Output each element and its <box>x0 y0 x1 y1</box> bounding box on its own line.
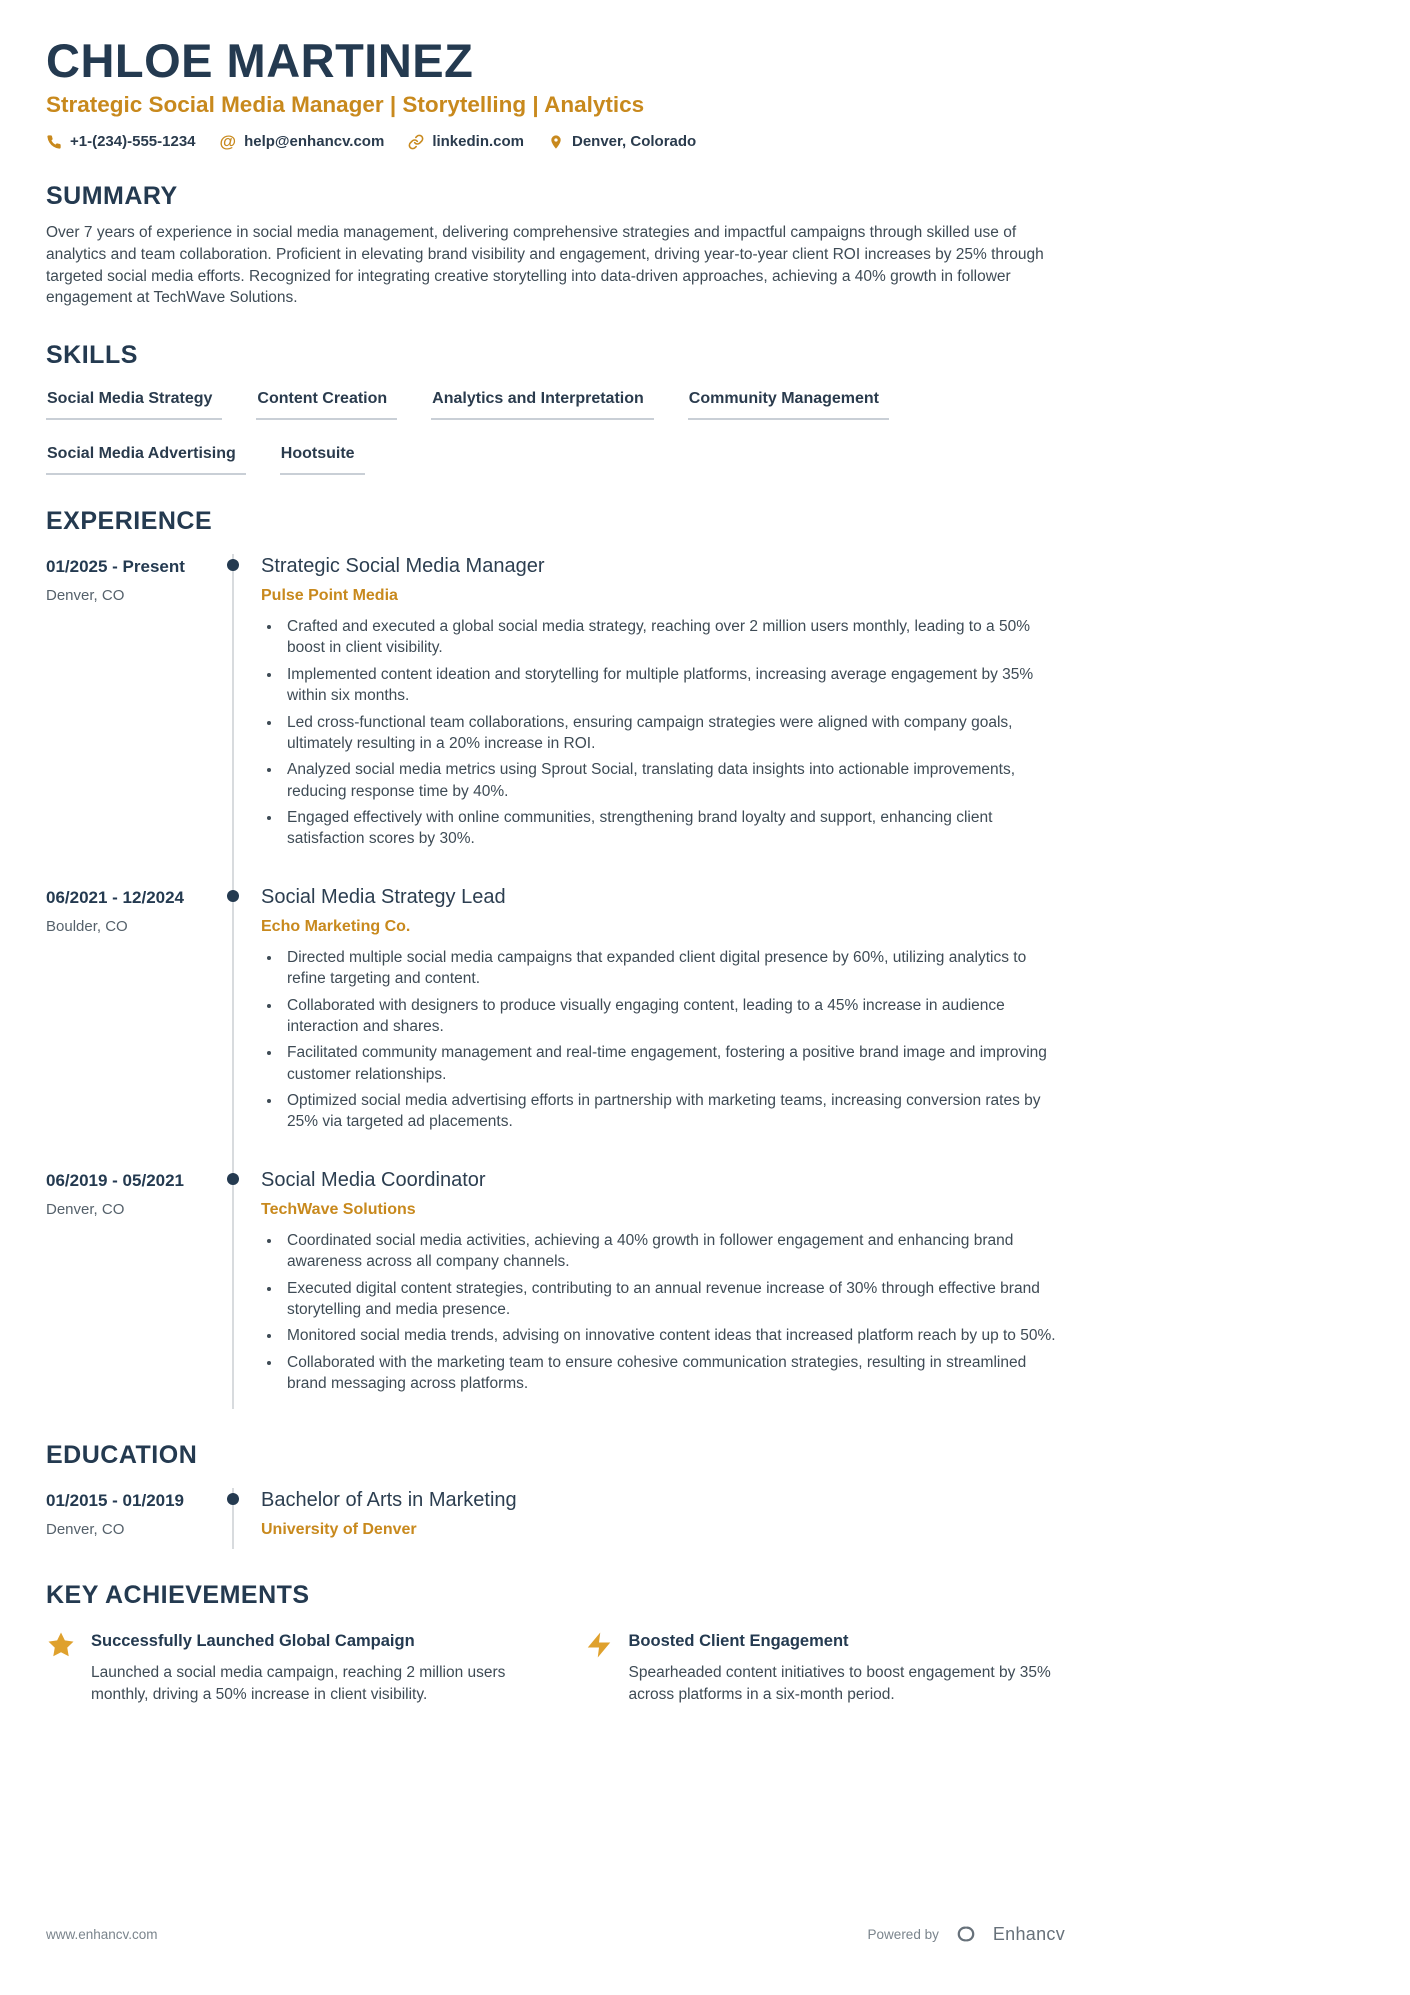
bullet-item: • Facilitated community management and real-time engagement, fostering a positive brand image and improving customer relationships. <box>282 1042 1065 1085</box>
phone-contact[interactable] <box>46 133 196 150</box>
achievement-text: Launched a social media campaign, reaching 2 million users monthly, driving a 50% increase in client visibility. <box>91 1664 506 1704</box>
experience-section <box>46 507 1065 1409</box>
skills-section <box>46 341 1065 475</box>
entry-location: Denver, CO <box>46 587 125 605</box>
bullet-item: • Analyzed social media metrics using Sprout Social, translating data insights into actionable improvements, reducing response time by 40%. <box>282 759 1065 802</box>
timeline-dot <box>227 1493 239 1505</box>
bullet-item: • Collaborated with designers to produce visually engaging content, leading to a 45% increase in audience interaction and shares. <box>282 995 1065 1038</box>
achievements-section <box>46 1581 1065 1705</box>
job-title: Strategic Social Media Manager | Storytelling | Analytics <box>46 92 645 118</box>
entry-dates: 06/2021 - 12/2024 <box>46 887 185 907</box>
star-icon <box>46 1630 76 1660</box>
entry-company: Pulse Point Media <box>261 587 398 605</box>
location-contact <box>548 133 696 150</box>
education-entry <box>46 1488 1065 1549</box>
achievement-text: Spearheaded content initiatives to boost engagement by 35% across platforms in a six-month period. <box>628 1664 1051 1704</box>
entry-title: Social Media Coordinator <box>261 1168 486 1191</box>
link-icon <box>408 134 424 150</box>
achievements-grid <box>46 1632 1065 1705</box>
bullet-item: • Engaged effectively with online communities, strengthening brand loyalty and support, enhancing client satisfaction scores by 30%. <box>282 807 1065 850</box>
bullet-item: • Collaborated with the marketing team to ensure cohesive communication strategies, resulting in streamlined brand messaging across platforms. <box>282 1352 1065 1395</box>
entry-bullets <box>261 947 1065 1133</box>
achievements-heading: KEY ACHIEVEMENTS <box>46 1581 310 1610</box>
email-contact[interactable] <box>220 133 385 150</box>
powered-by-group[interactable] <box>868 1923 1065 1945</box>
experience-entry <box>46 1168 1065 1410</box>
skill-item: Community Management <box>688 390 889 420</box>
bullet-item: • Executed digital content strategies, contributing to an annual revenue increase of 30% through effective brand storytelling and media presence. <box>282 1278 1065 1321</box>
entry-company: Echo Marketing Co. <box>261 917 411 935</box>
bullet-item: • Monitored social media trends, advising on innovative content ideas that increased platform reach by up to 50%. <box>282 1325 1065 1346</box>
footer-site-link[interactable]: www.enhancv.com <box>46 1926 158 1942</box>
email-address: help@enhancv.com <box>244 133 385 151</box>
entry-bullets <box>261 1230 1065 1395</box>
education-section <box>46 1441 1065 1549</box>
achievement-title: Successfully Launched Global Campaign <box>91 1632 415 1651</box>
timeline-dot <box>227 559 239 571</box>
phone-number: +1-(234)-555-1234 <box>70 133 196 151</box>
bullet-item: • Crafted and executed a global social media strategy, reaching over 2 million users monthly, leading to a 50% boost in client visibility. <box>282 616 1065 659</box>
achievement-title: Boosted Client Engagement <box>628 1632 849 1651</box>
timeline-dot <box>227 1173 239 1185</box>
entry-dates: 06/2019 - 05/2021 <box>46 1170 185 1190</box>
powered-by-label: Powered by <box>867 1926 939 1942</box>
lightning-icon <box>584 1630 614 1660</box>
skills-list <box>46 390 1065 475</box>
education-heading: EDUCATION <box>46 1441 198 1470</box>
location-text: Denver, Colorado <box>572 133 697 151</box>
brand-name: Enhancv <box>992 1923 1065 1944</box>
linkedin-url: linkedin.com <box>432 133 524 151</box>
summary-heading: SUMMARY <box>46 182 178 211</box>
skill-item: Hootsuite <box>280 445 365 475</box>
bullet-item: • Optimized social media advertising efforts in partnership with marketing teams, increasing conversion rates by 25% via targeted ad placements. <box>282 1090 1065 1133</box>
summary-text: Over 7 years of experience in social media management, delivering comprehensive strategies and impactful campaigns through skilled use of analytics and team collaboration. Proficient in elevating brand visibility and engagement, driving year-to-year client ROI increases by 25% through targeted social media efforts. Recognized for integrating creative storytelling into data-driven approaches, achieving a 40% growth in follower engagement at TechWave Solutions. <box>46 224 1044 307</box>
skill-item: Social Media Advertising <box>46 445 246 475</box>
linkedin-contact[interactable] <box>408 133 524 150</box>
degree-title: Bachelor of Arts in Marketing <box>261 1489 517 1512</box>
entry-title: Social Media Strategy Lead <box>261 885 506 908</box>
entry-dates: 01/2015 - 01/2019 <box>46 1491 185 1511</box>
timeline-dot <box>227 890 239 902</box>
experience-entry <box>46 885 1065 1168</box>
entry-title: Strategic Social Media Manager <box>261 555 545 578</box>
summary-section <box>46 182 1065 309</box>
achievement-item <box>584 1632 1066 1705</box>
experience-entry <box>46 554 1065 885</box>
resume-header <box>46 36 1065 150</box>
entry-location: Denver, CO <box>46 1200 125 1218</box>
skills-heading: SKILLS <box>46 341 138 370</box>
entry-location: Denver, CO <box>46 1521 125 1539</box>
bullet-item: • Implemented content ideation and storytelling for multiple platforms, increasing average engagement by 35% within six months. <box>282 664 1065 707</box>
bullet-item: • Led cross-functional team collaborations, ensuring campaign strategies were aligned with company goals, ultimately resulting in a 20% increase in ROI. <box>282 712 1065 755</box>
page-footer <box>46 1923 1065 1945</box>
skill-item: Social Media Strategy <box>46 390 222 420</box>
skill-item: Analytics and Interpretation <box>431 390 654 420</box>
entry-bullets <box>261 616 1065 850</box>
phone-icon <box>46 134 62 150</box>
at-icon: @ <box>219 132 237 152</box>
bullet-item: • Directed multiple social media campaigns that expanded client digital presence by 60%, utilizing analytics to refine targeting and content. <box>282 947 1065 990</box>
school-name: University of Denver <box>261 1521 417 1539</box>
achievement-item <box>46 1632 528 1705</box>
location-icon <box>548 134 564 150</box>
enhancv-logo-icon <box>949 1923 983 1945</box>
person-name: CHLOE MARTINEZ <box>46 34 474 87</box>
contact-row <box>46 133 1065 150</box>
experience-heading: EXPERIENCE <box>46 507 213 536</box>
entry-dates: 01/2025 - Present <box>46 557 185 577</box>
bullet-item: • Coordinated social media activities, achieving a 40% growth in follower engagement and enhancing brand awareness across all company channels. <box>282 1230 1065 1273</box>
entry-company: TechWave Solutions <box>261 1200 416 1218</box>
skill-item: Content Creation <box>256 390 397 420</box>
entry-location: Boulder, CO <box>46 917 128 935</box>
